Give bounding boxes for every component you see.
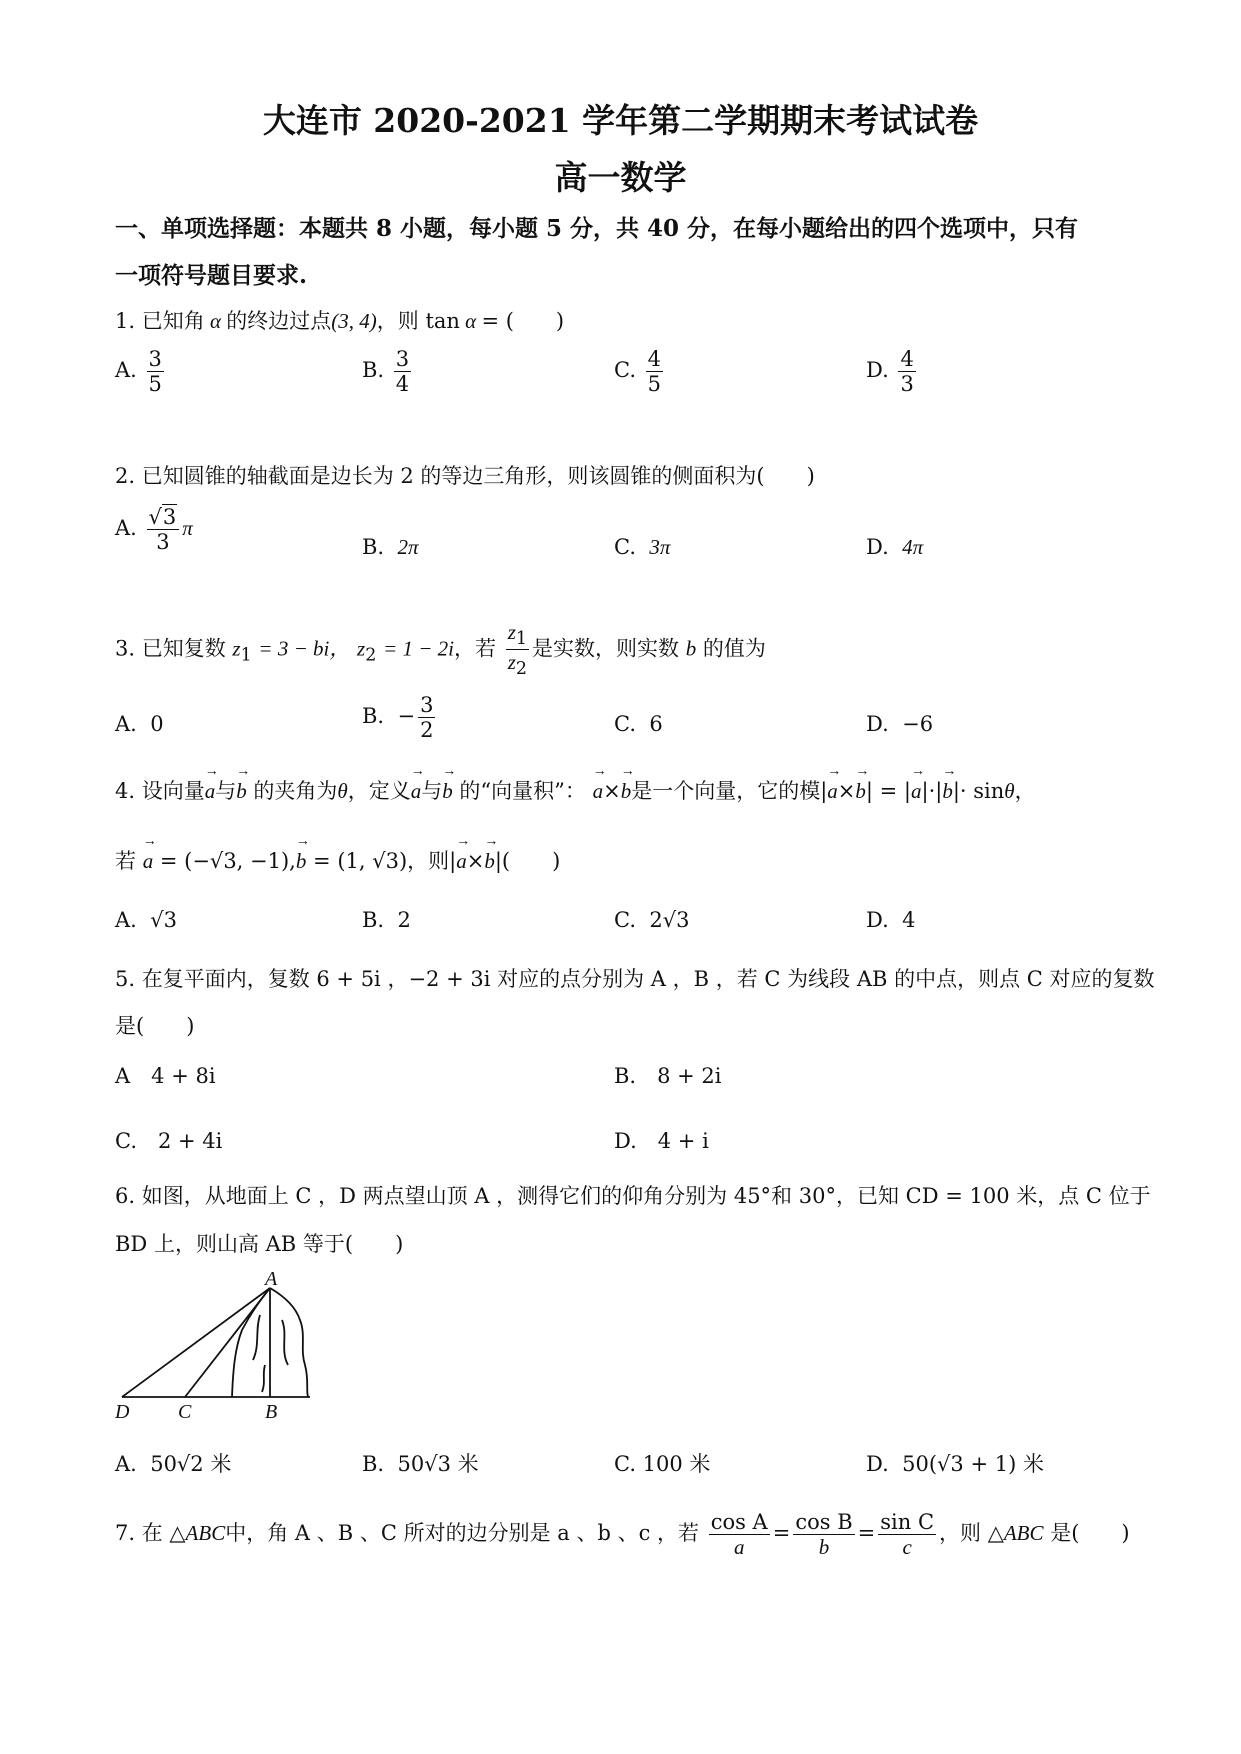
q6-option-a[interactable]: A. 50√2 米 <box>115 1452 232 1476</box>
exam-title: 大连市 2020-2021 学年第二学期期末考试试卷 <box>262 101 979 140</box>
q1-option-b[interactable]: B. $\frac{3}{4}$ <box>362 347 410 397</box>
q2-option-a[interactable]: A. $\frac{√3}{3}$ π <box>115 505 193 555</box>
question-2: 2. 已知圆锥的轴截面是边长为 2 的等边三角形，则该圆锥的侧面积为( ) <box>115 464 815 488</box>
question-1: 1. 已知角 α 的终边过点(3, 4)，则 tan α = ( ) <box>115 309 565 333</box>
q5-option-b[interactable]: B. 8 + 2i <box>614 1064 722 1088</box>
question-4-line2: 若 → a = (−√3, −1),→ b = (1, √3)，则|→ a×→ b|( ) <box>115 845 560 875</box>
q3-option-b[interactable]: B. − $\frac{3}{2}$ <box>362 693 434 743</box>
question-5-line2: 是( ) <box>115 1014 195 1038</box>
question-3: 3. 已知复数 $z_1 = 3$ − bi， $z_2 = 1 - 2i$，若 $\frac{z_1}{z_2}$ 是实数，则实数 b 的值为 <box>115 620 766 680</box>
q4-option-c[interactable]: C. 2√3 <box>614 908 690 932</box>
q5-option-c[interactable]: C. 2 + 4i <box>115 1129 223 1153</box>
label-A: A <box>265 1270 278 1290</box>
label-C: C <box>178 1401 192 1420</box>
mountain-right-edge <box>270 1288 308 1397</box>
q3-option-d[interactable]: D. −6 <box>866 712 934 736</box>
sightline-DA <box>122 1288 270 1397</box>
label-B: B <box>265 1401 278 1420</box>
q6-option-d[interactable]: D. 50(√3 + 1) 米 <box>866 1452 1044 1476</box>
question-7: 7. 在 △ABC中，角 A 、B 、C 所对的边分别是 a 、b 、c ，若 $\frac{\text{cos A}}{a}$ = $\frac{\text{cos B}}{b}$ = $\frac{\text{sin C}}{c}$ ，则 △ABC 是( ) <box>115 1510 1130 1560</box>
q3-option-a[interactable]: A. 0 <box>115 712 164 736</box>
section-header-line2: 一项符号题目要求. <box>115 262 308 289</box>
q4-option-a[interactable]: A. √3 <box>115 908 177 932</box>
q1-option-c[interactable]: C. $\frac{4}{5}$ <box>614 347 662 397</box>
q3-option-c[interactable]: C. 6 <box>614 712 663 736</box>
q5-option-a[interactable]: A 4 + 8i <box>115 1064 216 1088</box>
question-5-line1: 5. 在复平面内，复数 6 + 5i ，−2 + 3i 对应的点分别为 A ，B ，若 C 为线段 AB 的中点，则点 C 对应的复数 <box>115 967 1155 991</box>
q4-option-b[interactable]: B. 2 <box>362 908 411 932</box>
q1-option-a[interactable]: A. $\frac{3}{5}$ <box>115 347 162 397</box>
question-6-line1: 6. 如图，从地面上 C ，D 两点望山顶 A ，测得它们的仰角分别为 45°和 30°，已知 CD = 100 米，点 C 位于 <box>115 1184 1151 1208</box>
question-6-line2: BD 上，则山高 AB 等于( ) <box>115 1232 404 1256</box>
exam-subtitle: 高一数学 <box>554 158 687 197</box>
label-D: D <box>115 1401 130 1420</box>
section-header-line1: 一、单项选择题：本题共 8 小题，每小题 5 分，共 40 分，在每小题给出的四个选项中，只有 <box>115 215 1079 242</box>
q2-option-c[interactable]: C. 3π <box>614 535 671 559</box>
mountain-figure <box>110 1270 330 1420</box>
q6-option-b[interactable]: B. 50√3 米 <box>362 1452 479 1476</box>
q4-option-d[interactable]: D. 4 <box>866 908 916 932</box>
q1-option-d[interactable]: D. $\frac{4}{3}$ <box>866 347 914 397</box>
q2-option-d[interactable]: D. 4π <box>866 535 924 559</box>
question-4-line1: 4. 设向量→ a与→ b 的夹角为θ，定义→ a与→ b 的“向量积”： → a×→ b是一个向量，它的模|→ a×→ b| = |→ a|·|→ b|· sinθ， <box>115 775 1036 805</box>
q5-option-d[interactable]: D. 4 + i <box>614 1129 709 1153</box>
q2-option-b[interactable]: B. 2π <box>362 535 419 559</box>
q6-option-c[interactable]: C. 100 米 <box>614 1452 711 1476</box>
